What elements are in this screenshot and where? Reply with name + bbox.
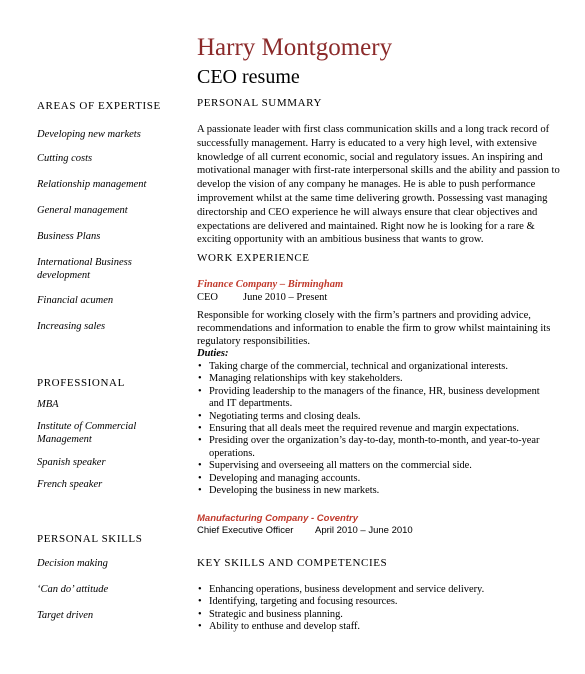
summary-text: A passionate leader with first class communication skills and a long track record of successfully management. Harry is educated to a very high level, with extensive knowledge of all current economic, social and regulatory issues. An inspiring and motivational manager with first-rate interpersonal skills and the ability and passion to develop the vision of any company he manages. He is able to push performance improvement whilst at the same time delivering growth. Possessing vast managing directorship and CEO experience he will always ensure that clear objectives and expectations are delivered and maintained. Right now he is looking for a rare & exciting opportunity with an ambitious business that wants to grow.: [197, 124, 560, 246]
candidate-name: Harry Montgomery: [197, 34, 393, 61]
list-item: • Taking charge of the commercial, technical and organizational interests.: [197, 361, 557, 373]
list-item: • Enhancing operations, business development and service delivery.: [197, 584, 557, 596]
professional-item: French speaker: [37, 479, 103, 490]
expertise-item: Financial acumen: [37, 295, 114, 306]
professional-item: Institute of Commercial Management: [37, 421, 137, 445]
professional-heading: PROFESSIONAL: [37, 377, 125, 389]
list-item: • Supervising and overseeing all matters on the commercial side.: [197, 460, 557, 472]
professional-item: Spanish speaker: [37, 457, 106, 468]
skills-item: Decision making: [37, 558, 108, 569]
list-item: • Negotiating terms and closing deals.: [197, 411, 557, 423]
list-item: • Ensuring that all deals meet the required revenue and margin expectations.: [197, 423, 557, 435]
job-role: CEO: [197, 292, 218, 303]
skills-heading: PERSONAL SKILLS: [37, 533, 143, 545]
job-dates: April 2010 – June 2010: [315, 525, 413, 536]
resume-subtitle: CEO resume: [197, 66, 300, 88]
skills-item: ‘Can do’ attitude: [37, 584, 109, 595]
list-item: • Developing and managing accounts.: [197, 473, 557, 485]
job-description: Responsible for working closely with the firm’s partners and providing advice, recommendations and information to enable the firm to grow whilst maintaining its regulatory responsibilities.: [197, 310, 551, 348]
list-item: • Ability to enthuse and develop staff.: [197, 621, 557, 633]
expertise-heading: AREAS OF EXPERTISE: [37, 100, 161, 112]
expertise-item: Cutting costs: [37, 153, 93, 164]
job-role-row: [197, 525, 413, 536]
job-title: Manufacturing Company - Coventry: [197, 513, 358, 524]
duties-label: Duties:: [197, 348, 229, 359]
expertise-item: Increasing sales: [37, 321, 106, 332]
professional-item: MBA: [37, 399, 59, 410]
job-title: Finance Company – Birmingham: [197, 279, 344, 290]
key-skills-list: [197, 584, 557, 634]
list-item: • Developing the business in new markets.: [197, 485, 557, 497]
job-role-row: [197, 292, 327, 303]
skills-item: Target driven: [37, 610, 94, 621]
key-skills-heading: KEY SKILLS AND COMPETENCIES: [197, 557, 388, 569]
expertise-item: General management: [37, 205, 128, 216]
expertise-item: Business Plans: [37, 231, 101, 242]
duties-list: [197, 361, 557, 497]
list-item: • Identifying, targeting and focusing resources.: [197, 596, 557, 608]
list-item: • Presiding over the organization’s day-to-day, month-to-month, and year-to-year operations.: [197, 435, 557, 460]
expertise-item: Developing new markets: [37, 129, 141, 140]
expertise-item: International Business development: [37, 257, 132, 281]
list-item: • Providing leadership to the managers of the finance, HR, business development and IT departments.: [197, 386, 557, 411]
experience-heading: WORK EXPERIENCE: [197, 252, 310, 264]
job-role: Chief Executive Officer: [197, 525, 294, 536]
expertise-item: Relationship management: [37, 179, 147, 190]
list-item: • Strategic and business planning.: [197, 609, 557, 621]
summary-heading: PERSONAL SUMMARY: [197, 97, 323, 109]
list-item: • Managing relationships with key stakeholders.: [197, 373, 557, 385]
job-dates: June 2010 – Present: [243, 292, 328, 303]
